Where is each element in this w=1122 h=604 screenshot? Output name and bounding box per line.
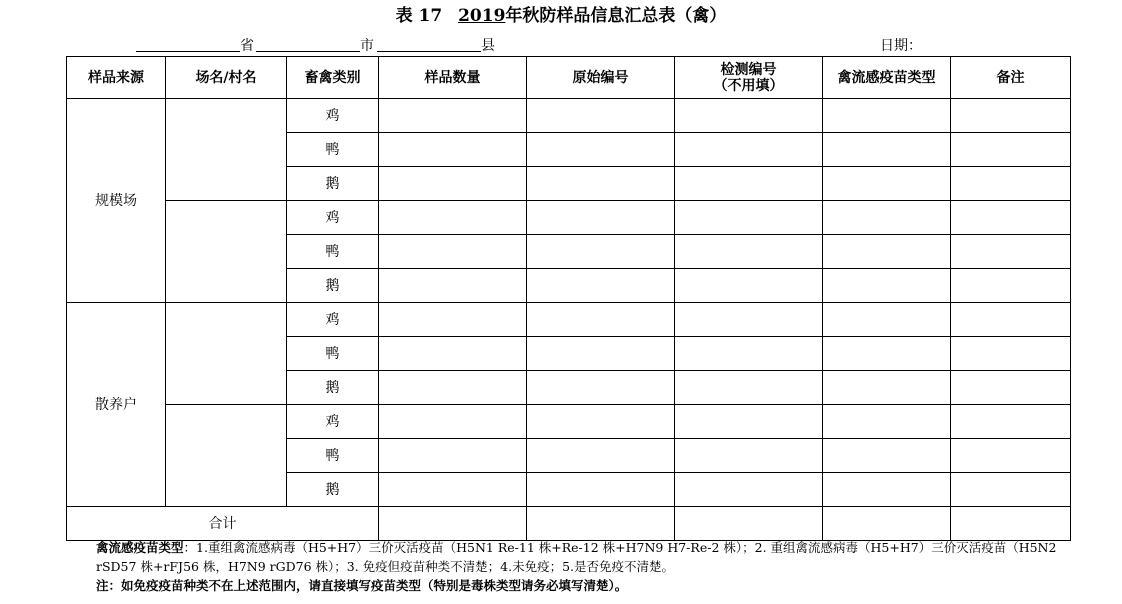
animal-cell: 鸭 [287, 337, 379, 371]
col-sample-count: 样品数量 [379, 57, 527, 99]
note-line-3: 注：如免疫疫苗种类不在上述范围内，请直接填写疫苗类型（特别是毒株类型请务必填写清楚）。 [96, 578, 628, 593]
table-row [67, 405, 1071, 439]
data-cell[interactable] [527, 473, 675, 507]
total-cell[interactable] [951, 507, 1071, 541]
data-cell[interactable] [823, 167, 951, 201]
table-row [67, 99, 1071, 133]
col-animal-type: 畜禽类别 [287, 57, 379, 99]
data-cell[interactable] [379, 337, 527, 371]
data-cell[interactable] [951, 167, 1071, 201]
data-cell[interactable] [951, 133, 1071, 167]
data-cell[interactable] [675, 133, 823, 167]
total-cell[interactable] [379, 507, 527, 541]
data-cell[interactable] [379, 439, 527, 473]
data-cell[interactable] [379, 269, 527, 303]
data-cell[interactable] [527, 99, 675, 133]
data-cell[interactable] [379, 167, 527, 201]
data-cell[interactable] [675, 235, 823, 269]
data-cell[interactable] [675, 201, 823, 235]
col-original-id: 原始编号 [527, 57, 675, 99]
animal-cell: 鹅 [287, 167, 379, 201]
data-cell[interactable] [379, 303, 527, 337]
data-cell[interactable] [823, 371, 951, 405]
data-cell[interactable] [675, 371, 823, 405]
data-cell[interactable] [379, 133, 527, 167]
source-cell: 规模场 [67, 99, 166, 303]
animal-cell: 鸭 [287, 439, 379, 473]
county-label: 县 [481, 38, 495, 54]
title-text: 年秋防样品信息汇总表（禽） [505, 6, 727, 26]
data-cell[interactable] [527, 371, 675, 405]
data-cell[interactable] [379, 473, 527, 507]
total-cell[interactable] [823, 507, 951, 541]
data-cell[interactable] [951, 371, 1071, 405]
col-remarks: 备注 [951, 57, 1071, 99]
col-farm-village: 场名/村名 [166, 57, 287, 99]
data-cell[interactable] [527, 133, 675, 167]
data-cell[interactable] [527, 405, 675, 439]
total-label: 合计 [67, 507, 379, 541]
data-cell[interactable] [675, 167, 823, 201]
data-cell[interactable] [951, 99, 1071, 133]
data-cell[interactable] [823, 473, 951, 507]
location-line [0, 36, 1122, 56]
animal-cell: 鹅 [287, 269, 379, 303]
data-cell[interactable] [823, 405, 951, 439]
source-cell: 散养户 [67, 303, 166, 507]
col-vaccine-type: 禽流感疫苗类型 [823, 57, 951, 99]
data-cell[interactable] [951, 439, 1071, 473]
table-row [67, 303, 1071, 337]
note-line-2: rSD57 株+rFJ56 株，H7N9 rGD76 株）；3. 免疫但疫苗种类不清楚；4.未免疫；5.是否免疫不清楚。 [96, 559, 675, 574]
note-line-1 [96, 538, 1056, 557]
farm-cell[interactable] [166, 405, 287, 507]
header-row [67, 57, 1071, 99]
data-cell[interactable] [527, 269, 675, 303]
table-number: 表 17 [395, 6, 443, 26]
farm-cell[interactable] [166, 201, 287, 303]
data-cell[interactable] [379, 99, 527, 133]
data-cell[interactable] [951, 269, 1071, 303]
data-cell[interactable] [675, 269, 823, 303]
footnotes [96, 538, 1056, 595]
data-cell[interactable] [951, 405, 1071, 439]
data-cell[interactable] [823, 303, 951, 337]
data-cell[interactable] [675, 473, 823, 507]
city-label: 市 [360, 38, 374, 54]
test-id-note: （不用填） [713, 77, 784, 94]
data-cell[interactable] [675, 303, 823, 337]
county-blank[interactable] [377, 51, 481, 52]
note-label: 禽流感疫苗类型 [96, 540, 184, 555]
title-year: 2019 [458, 6, 506, 26]
animal-cell: 鸡 [287, 201, 379, 235]
data-cell[interactable] [951, 235, 1071, 269]
farm-cell[interactable] [166, 99, 287, 201]
table-title [0, 4, 1122, 28]
data-cell[interactable] [527, 439, 675, 473]
total-cell[interactable] [527, 507, 675, 541]
province-blank[interactable] [136, 51, 240, 52]
animal-cell: 鸡 [287, 405, 379, 439]
test-id-label: 检测编号 [720, 61, 777, 78]
animal-cell: 鹅 [287, 473, 379, 507]
data-cell[interactable] [951, 337, 1071, 371]
data-cell[interactable] [823, 337, 951, 371]
farm-cell[interactable] [166, 303, 287, 405]
col-test-id [675, 57, 823, 99]
city-blank[interactable] [256, 51, 360, 52]
data-cell[interactable] [823, 439, 951, 473]
table-row [67, 201, 1071, 235]
total-row [67, 507, 1071, 541]
data-cell[interactable] [951, 473, 1071, 507]
data-cell[interactable] [951, 303, 1071, 337]
animal-cell: 鸡 [287, 303, 379, 337]
col-sample-source: 样品来源 [67, 57, 166, 99]
animal-cell: 鹅 [287, 371, 379, 405]
data-cell[interactable] [951, 201, 1071, 235]
animal-cell: 鸡 [287, 99, 379, 133]
data-cell[interactable] [823, 99, 951, 133]
note-text-1: ：1.重组禽流感病毒（H5+H7）三价灭活疫苗（H5N1 Re-11 株+Re-12 株+H7N9 H7-Re-2 株）；2. 重组禽流感病毒（H5+H7）三价灭活疫苗（H5N2 [183, 540, 1057, 555]
data-cell[interactable] [675, 99, 823, 133]
data-cell[interactable] [675, 405, 823, 439]
data-cell[interactable] [527, 235, 675, 269]
animal-cell: 鸭 [287, 235, 379, 269]
data-cell[interactable] [379, 201, 527, 235]
sample-table [66, 56, 1071, 541]
data-cell[interactable] [379, 371, 527, 405]
data-cell[interactable] [675, 337, 823, 371]
data-cell[interactable] [823, 133, 951, 167]
data-cell[interactable] [379, 405, 527, 439]
data-cell[interactable] [527, 337, 675, 371]
data-cell[interactable] [379, 235, 527, 269]
data-cell[interactable] [675, 439, 823, 473]
total-cell[interactable] [675, 507, 823, 541]
province-label: 省 [240, 38, 254, 54]
date-label: 日期： [880, 38, 922, 54]
animal-cell: 鸭 [287, 133, 379, 167]
data-cell[interactable] [823, 201, 951, 235]
data-cell[interactable] [823, 269, 951, 303]
data-cell[interactable] [527, 167, 675, 201]
data-cell[interactable] [527, 303, 675, 337]
data-cell[interactable] [823, 235, 951, 269]
data-cell[interactable] [527, 201, 675, 235]
